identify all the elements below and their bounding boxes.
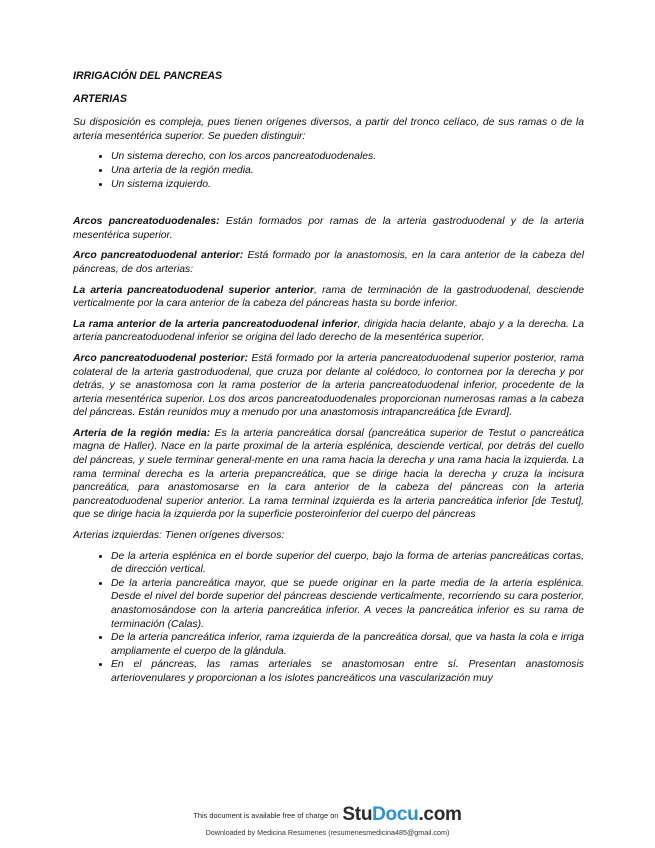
paragraph-rama-anterior [73, 318, 584, 345]
paragraph-text: Están formados por ramas de la arteria gastroduodenal y de la arteria mesentérica superior. [73, 216, 584, 241]
term-label: Arcos pancreatoduodenales: [73, 216, 220, 228]
section-heading-arterias: ARTERIAS [73, 92, 127, 105]
izquierdas-list [73, 550, 584, 686]
downloaded-by-text: Downloaded by Medicina Resumenes (resumenesmedicina485@gmail.com) [205, 828, 450, 837]
paragraph-text: Está formado por la anastomosis, en la cara anterior de la cabeza del páncreas, de dos arterias: [73, 250, 584, 275]
list-item: • De la arteria pancreática mayor, que se puede originar en la parte media de la arteria esplénica. Desde el nivel del borde superior del páncreas desciende verticalmente, recorriendo su cara posterior, anastomosándose con la arteria pancreática inferior. A veces la pancreática inferior es su rama de terminación (Calas). [111, 577, 584, 631]
list-item: • De la arteria pancreática inferior, rama izquierda de la pancreática dorsal, que va hasta la cola e irriga ampliamente el cuerpo de la glándula. [111, 631, 584, 658]
logo-part: Docu [372, 804, 419, 825]
paragraph-text: Está formado por la arteria pancreatoduodenal superior posterior, rama colateral de la arteria gastroduodenal, que cruza por delante al colédoco, lo contornea por la derecha y por detrás, y se anastomosa con la rama posterior de la arteria pancreatoduodenal inferior, procedente de la arteria mesentérica superior. Los dos arcos pancreatoduodenales proporcionan numerosas ramas a la cabeza del páncreas. Están reunidos muy a menudo por una anastomosis intrapancreática [de Evrard]. [73, 352, 585, 419]
list-item: • De la arteria esplénica en el borde superior del cuerpo, bajo la forma de arterias pancreáticas cortas, de dirección vertical. [111, 550, 584, 577]
studocu-footer [0, 804, 655, 837]
logo-part: Stu [342, 804, 373, 825]
systems-list [73, 150, 584, 191]
paragraph-arco-posterior [73, 352, 584, 420]
term-label: La arteria pancreatoduodenal superior anterior [73, 284, 314, 296]
list-item: • Una arteria de la región media. [111, 164, 584, 178]
paragraph-arteria-superior [73, 284, 584, 311]
paragraph-izquierdas-intro: Arterias izquierdas: Tienen orígenes diversos: [73, 530, 285, 542]
list-item: • Un sistema derecho, con los arcos pancreatoduodenales. [111, 150, 584, 164]
paragraph-text: , rama de terminación de la gastroduodenal, desciende verticalmente por la cara anterior de la cabeza del páncreas hasta su borde inferior. [73, 284, 584, 310]
document-body [73, 70, 584, 693]
term-label: La rama anterior de la arteria pancreatoduodenal inferior [73, 318, 358, 330]
list-item: • En el páncreas, las ramas arteriales se anastomosan entre sí. Presentan anastomosis arteriovenulares y proporcionan a los islotes pancreáticos una vascularización muy [111, 658, 584, 685]
term-label: Arco pancreatoduodenal posterior: [73, 352, 249, 364]
term-label: Arco pancreatoduodenal anterior: [73, 250, 244, 262]
term-label: Arteria de la región media: [73, 427, 211, 439]
studocu-logo-link[interactable] [342, 804, 461, 826]
footer-availability [0, 804, 655, 826]
intro-paragraph: Su disposición es compleja, pues tienen orígenes diversos, a partir del tronco celíaco, de sus ramas o de la arteria mesentérica superior. Se pueden distinguir: [73, 117, 584, 142]
list-item: • Un sistema izquierdo. [111, 178, 584, 192]
paragraph-arco-anterior [73, 249, 584, 276]
logo-part: .com [418, 804, 462, 825]
document-title: IRRIGACIÓN DEL PANCREAS [73, 70, 223, 82]
paragraph-arcos [73, 215, 584, 242]
paragraph-text: Es la arteria pancreática dorsal (pancreática superior de Testut o pancreática magna de Haller). Nace en la parte proximal de la arteria esplénica, desciende vertical, por detrás del cuello del páncreas, y suele terminar general-mente en una rama hacia la derecha y una rama hacia la izquierda. La rama terminal derecha es la arteria prepancreática, que se dirige hacia la derecha y cruza la incisura pancreática, para anastomosarse en la cara anterior de la cabeza del páncreas con la arteria pancreatoduodenal superior anterior. La rama terminal izquierda es la arteria pancreática inferior [de Testut], que se dirige hacia la izquierda por la superficie posteroinferior del cuerpo del páncreas [73, 427, 584, 521]
paragraph-text: , dirigida hacia delante, abajo y a la derecha. La arteria pancreatoduodenal inferior se origina del lado derecho de la mesentérica superior. [73, 318, 584, 344]
paragraph-region-media [73, 427, 584, 522]
availability-text: This document is available free of charge on [193, 810, 339, 820]
